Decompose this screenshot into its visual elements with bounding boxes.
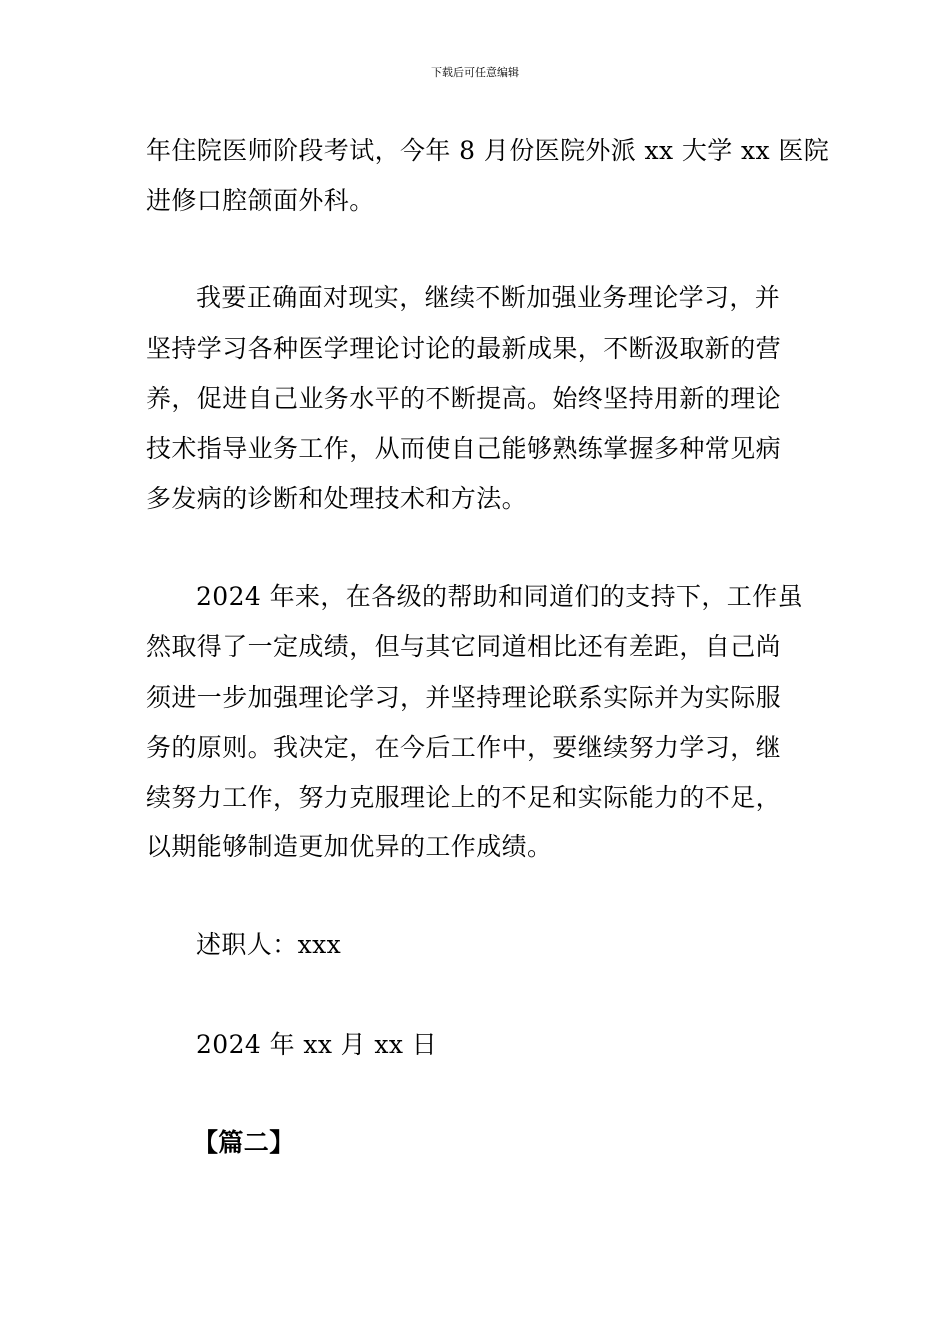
- paragraph-line: 年住院医师阶段考试，今年 8 月份医院外派 xx 大学 xx 医院: [146, 136, 830, 165]
- paragraph-line: 多发病的诊断和处理技术和方法。: [146, 484, 528, 513]
- paragraph-line: 坚持学习各种医学理论讨论的最新成果，不断汲取新的营: [146, 334, 782, 363]
- paragraph-line: 务的原则。我决定，在今后工作中，要继续努力学习，继: [146, 733, 782, 762]
- paragraph-line: 须进一步加强理论学习，并坚持理论联系实际并为实际服: [146, 683, 782, 712]
- paragraph-line: 以期能够制造更加优异的工作成绩。: [146, 832, 553, 861]
- section-heading: 【篇二】: [193, 1128, 295, 1157]
- paragraph-line: 技术指导业务工作，从而使自己能够熟练掌握多种常见病: [146, 434, 782, 463]
- paragraph-line: 养，促进自己业务水平的不断提高。始终坚持用新的理论: [146, 384, 782, 413]
- paragraph-line: 然取得了一定成绩，但与其它同道相比还有差距，自己尚: [146, 632, 782, 661]
- signature: 述职人：xxx: [196, 930, 342, 959]
- header-note: 下载后可任意编辑: [431, 66, 519, 79]
- paragraph-line: 我要正确面对现实，继续不断加强业务理论学习，并: [196, 283, 781, 312]
- paragraph-line: 进修口腔颌面外科。: [146, 186, 375, 215]
- date: 2024 年 xx 月 xx 日: [196, 1030, 438, 1059]
- paragraph-line: 续努力工作，努力克服理论上的不足和实际能力的不足，: [146, 783, 782, 812]
- paragraph-line: 2024 年来，在各级的帮助和同道们的支持下，工作虽: [196, 582, 803, 611]
